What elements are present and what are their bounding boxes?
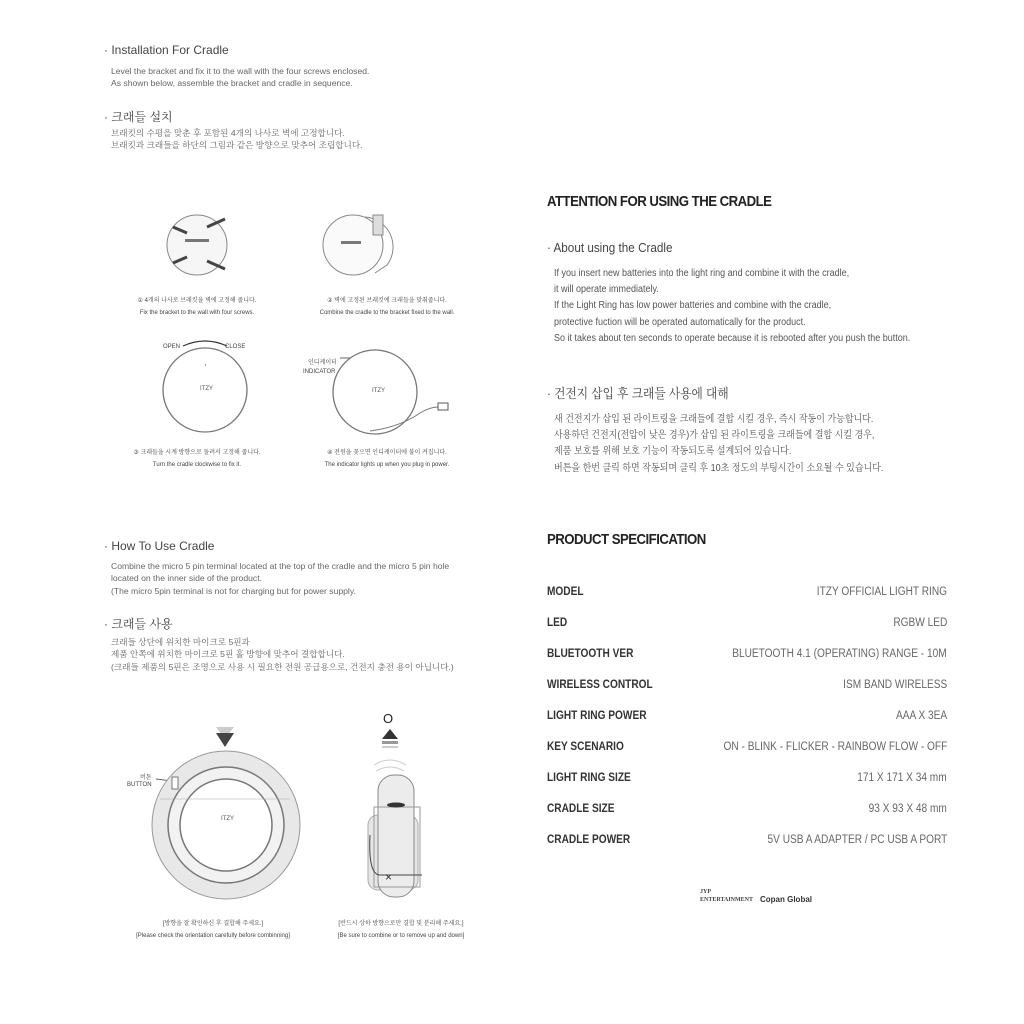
spec-value: ON - BLINK - FLICKER - RAINBOW FLOW - OFF — [723, 741, 947, 753]
copan-logo: Copan Global — [760, 895, 812, 904]
indicator-label: INDICATOR — [303, 369, 336, 375]
text-line: 새 건전지가 삽입 된 라이트링을 크래들에 결합 시킬 경우, 즉시 작동이 가능합니다. — [554, 414, 874, 425]
spec-row — [547, 679, 947, 695]
text-line: 버튼을 한번 클릭 하면 작동되며 클릭 후 10초 정도의 부팅시간이 소요될 수 있습니다. — [554, 462, 884, 474]
text-line: 제품 안쪽에 위치한 마이크로 5핀 홀 방향에 맞추어 결합합니다. — [111, 649, 345, 660]
step-1-caption — [112, 295, 282, 319]
spec-key: BLUETOOTH VER — [547, 648, 634, 660]
spec-row — [547, 617, 947, 633]
attention-heading: ATTENTION FOR USING THE CRADLE — [547, 193, 772, 210]
text-line: 브래킷과 크래들을 하단의 그림과 같은 방향으로 맞추어 조립합니다. — [111, 140, 363, 151]
step-3-caption — [112, 447, 282, 471]
caption-ko: ④ 전원을 꽂으면 인디케이터에 불이 켜집니다. — [327, 450, 447, 456]
text-line: located on the inner side of the product. — [111, 573, 262, 584]
caption-en: [Please check the orientation carefully before combinning] — [136, 933, 290, 939]
step-2-caption — [302, 295, 472, 319]
spec-value: RGBW LED — [893, 617, 947, 629]
ring-caption — [118, 918, 308, 942]
text-line: Combine the micro 5 pin terminal located at the top of the cradle and the micro 5 pin hole — [111, 561, 450, 571]
text-line: protective fuction will be operated automatically for the product. — [554, 316, 806, 328]
indicator-illustration — [330, 345, 460, 445]
svg-text:×: × — [385, 870, 393, 884]
text-line: (크래들 제품의 5핀은 조명으로 사용 시 필요한 전원 공급용으로, 건전지 충전 용이 아닙니다.) — [111, 661, 454, 672]
spec-value: ISM BAND WIRELESS — [842, 679, 947, 691]
open-label: OPEN — [163, 344, 181, 350]
text-line: 브래킷의 수평을 맞춘 후 포함된 4개의 나사로 벽에 고정합니다. — [111, 128, 345, 138]
how-to-ko-heading: · 크래들 사용 — [104, 617, 173, 631]
spec-row — [547, 741, 947, 757]
button-label: BUTTON — [127, 782, 152, 788]
spec-value: 5V USB A ADAPTER / PC USB A PORT — [767, 834, 947, 846]
caption-ko: [반드시 상하 방향으로만 결합 및 분리해 주세요.] — [338, 921, 464, 927]
cradle-combine-illustration — [315, 205, 405, 285]
spec-row — [547, 834, 947, 850]
caption-ko: ① 4개의 나사로 브래킷을 벽에 고정해 줍니다. — [137, 298, 257, 304]
text-line: If you insert new batteries into the light ring and combine it with the cradle, — [554, 268, 850, 279]
caption-en: Combine the cradle to the bracket fixed to the wall. — [319, 310, 455, 316]
caption-ko: ③ 크래들을 시계 방향으로 돌려서 고정해 줍니다. — [133, 450, 261, 456]
spec-key: LED — [547, 617, 568, 629]
step-4-caption — [302, 447, 472, 471]
spec-value: ITZY OFFICIAL LIGHT RING — [816, 586, 947, 598]
how-to-ko-text — [111, 636, 454, 673]
spec-key: MODEL — [547, 586, 584, 598]
spec-value: 171 X 171 X 34 mm — [857, 772, 947, 784]
spec-row — [547, 710, 947, 726]
spec-value: 93 X 93 X 48 mm — [868, 803, 947, 815]
correct-mark: O — [383, 711, 394, 726]
text-line: 제품 보호를 위해 보호 기능이 작동되도록 설계되어 있습니다. — [554, 446, 792, 458]
how-to-text — [111, 560, 449, 597]
spec-row — [547, 772, 947, 788]
itzy-logo: ITZY — [221, 816, 234, 822]
installation-text — [111, 65, 369, 90]
spec-key: KEY SCENARIO — [547, 741, 624, 753]
spec-key: CRADLE POWER — [547, 834, 631, 846]
side-view-illustration — [360, 725, 430, 900]
how-to-heading: · How To Use Cradle — [104, 539, 215, 553]
caption-ko: [방향을 잘 확인하신 후 결합해 주세요.] — [162, 921, 264, 927]
light-ring-illustration — [150, 725, 310, 900]
bracket-screws-illustration — [155, 205, 245, 285]
text-line: If the Light Ring has low power batteries and combine with the cradle, — [554, 300, 832, 312]
spec-key: LIGHT RING SIZE — [547, 772, 631, 784]
spec-value: BLUETOOTH 4.1 (OPERATING) RANGE - 10M — [732, 648, 947, 660]
text-line: As shown below, assemble the bracket and cradle in sequence. — [111, 78, 353, 89]
itzy-logo: ITZY — [372, 388, 385, 394]
spec-key: WIRELESS CONTROL — [547, 679, 653, 691]
text-line: Level the bracket and fix it to the wall with the four screws enclosed. — [111, 66, 370, 76]
caption-en: Fix the bracket to the wall with four screws. — [139, 310, 255, 316]
side-caption — [326, 918, 476, 942]
text-line: (The micro 5pin terminal is not for charging but for power supply. — [111, 585, 356, 596]
spec-key: CRADLE SIZE — [547, 803, 615, 815]
itzy-logo: ITZY — [200, 386, 213, 392]
close-label: CLOSE — [225, 344, 246, 350]
installation-ko-heading: · 크래들 설치 — [104, 110, 173, 124]
text-line: it will operate immediately. — [554, 284, 659, 296]
spec-key: LIGHT RING POWER — [547, 710, 647, 722]
about-ko-text — [554, 412, 883, 477]
installation-ko-text — [111, 127, 363, 152]
about-text — [554, 266, 910, 347]
text-line: So it takes about ten seconds to operate because it is rebooted after you push the button. — [554, 332, 911, 344]
caption-en: The indicator lights up when you plug in power. — [324, 462, 450, 468]
caption-ko: ② 벽에 고정된 브래킷에 크래들을 맞춰줍니다. — [327, 298, 447, 304]
text-line: 사용하던 건전지(전압이 낮은 경우)가 삽입 된 라이트링을 크래들에 결합 시킬 경우, — [554, 430, 875, 442]
spec-value: AAA X 3EA — [895, 710, 947, 722]
about-heading: · About using the Cradle — [547, 240, 673, 255]
spec-row — [547, 648, 947, 664]
about-ko-heading: · 건전지 삽입 후 크래들 사용에 대해 — [547, 386, 729, 401]
jyp-logo: JYP ENTERTAINMENT — [700, 889, 754, 903]
caption-en: [Be sure to combine or to remove up and down] — [337, 933, 465, 939]
spec-row — [547, 586, 947, 602]
spec-row — [547, 803, 947, 819]
indicator-ko-label: 인디케이터 — [308, 360, 337, 366]
installation-heading: · Installation For Cradle — [104, 43, 229, 57]
spec-heading: PRODUCT SPECIFICATION — [547, 531, 706, 548]
button-ko-label: 버튼 — [140, 775, 152, 781]
caption-en: Turn the cradle clockwise to fix it. — [152, 462, 242, 468]
text-line: 크래들 상단에 위치한 마이크로 5핀과 — [111, 637, 250, 647]
